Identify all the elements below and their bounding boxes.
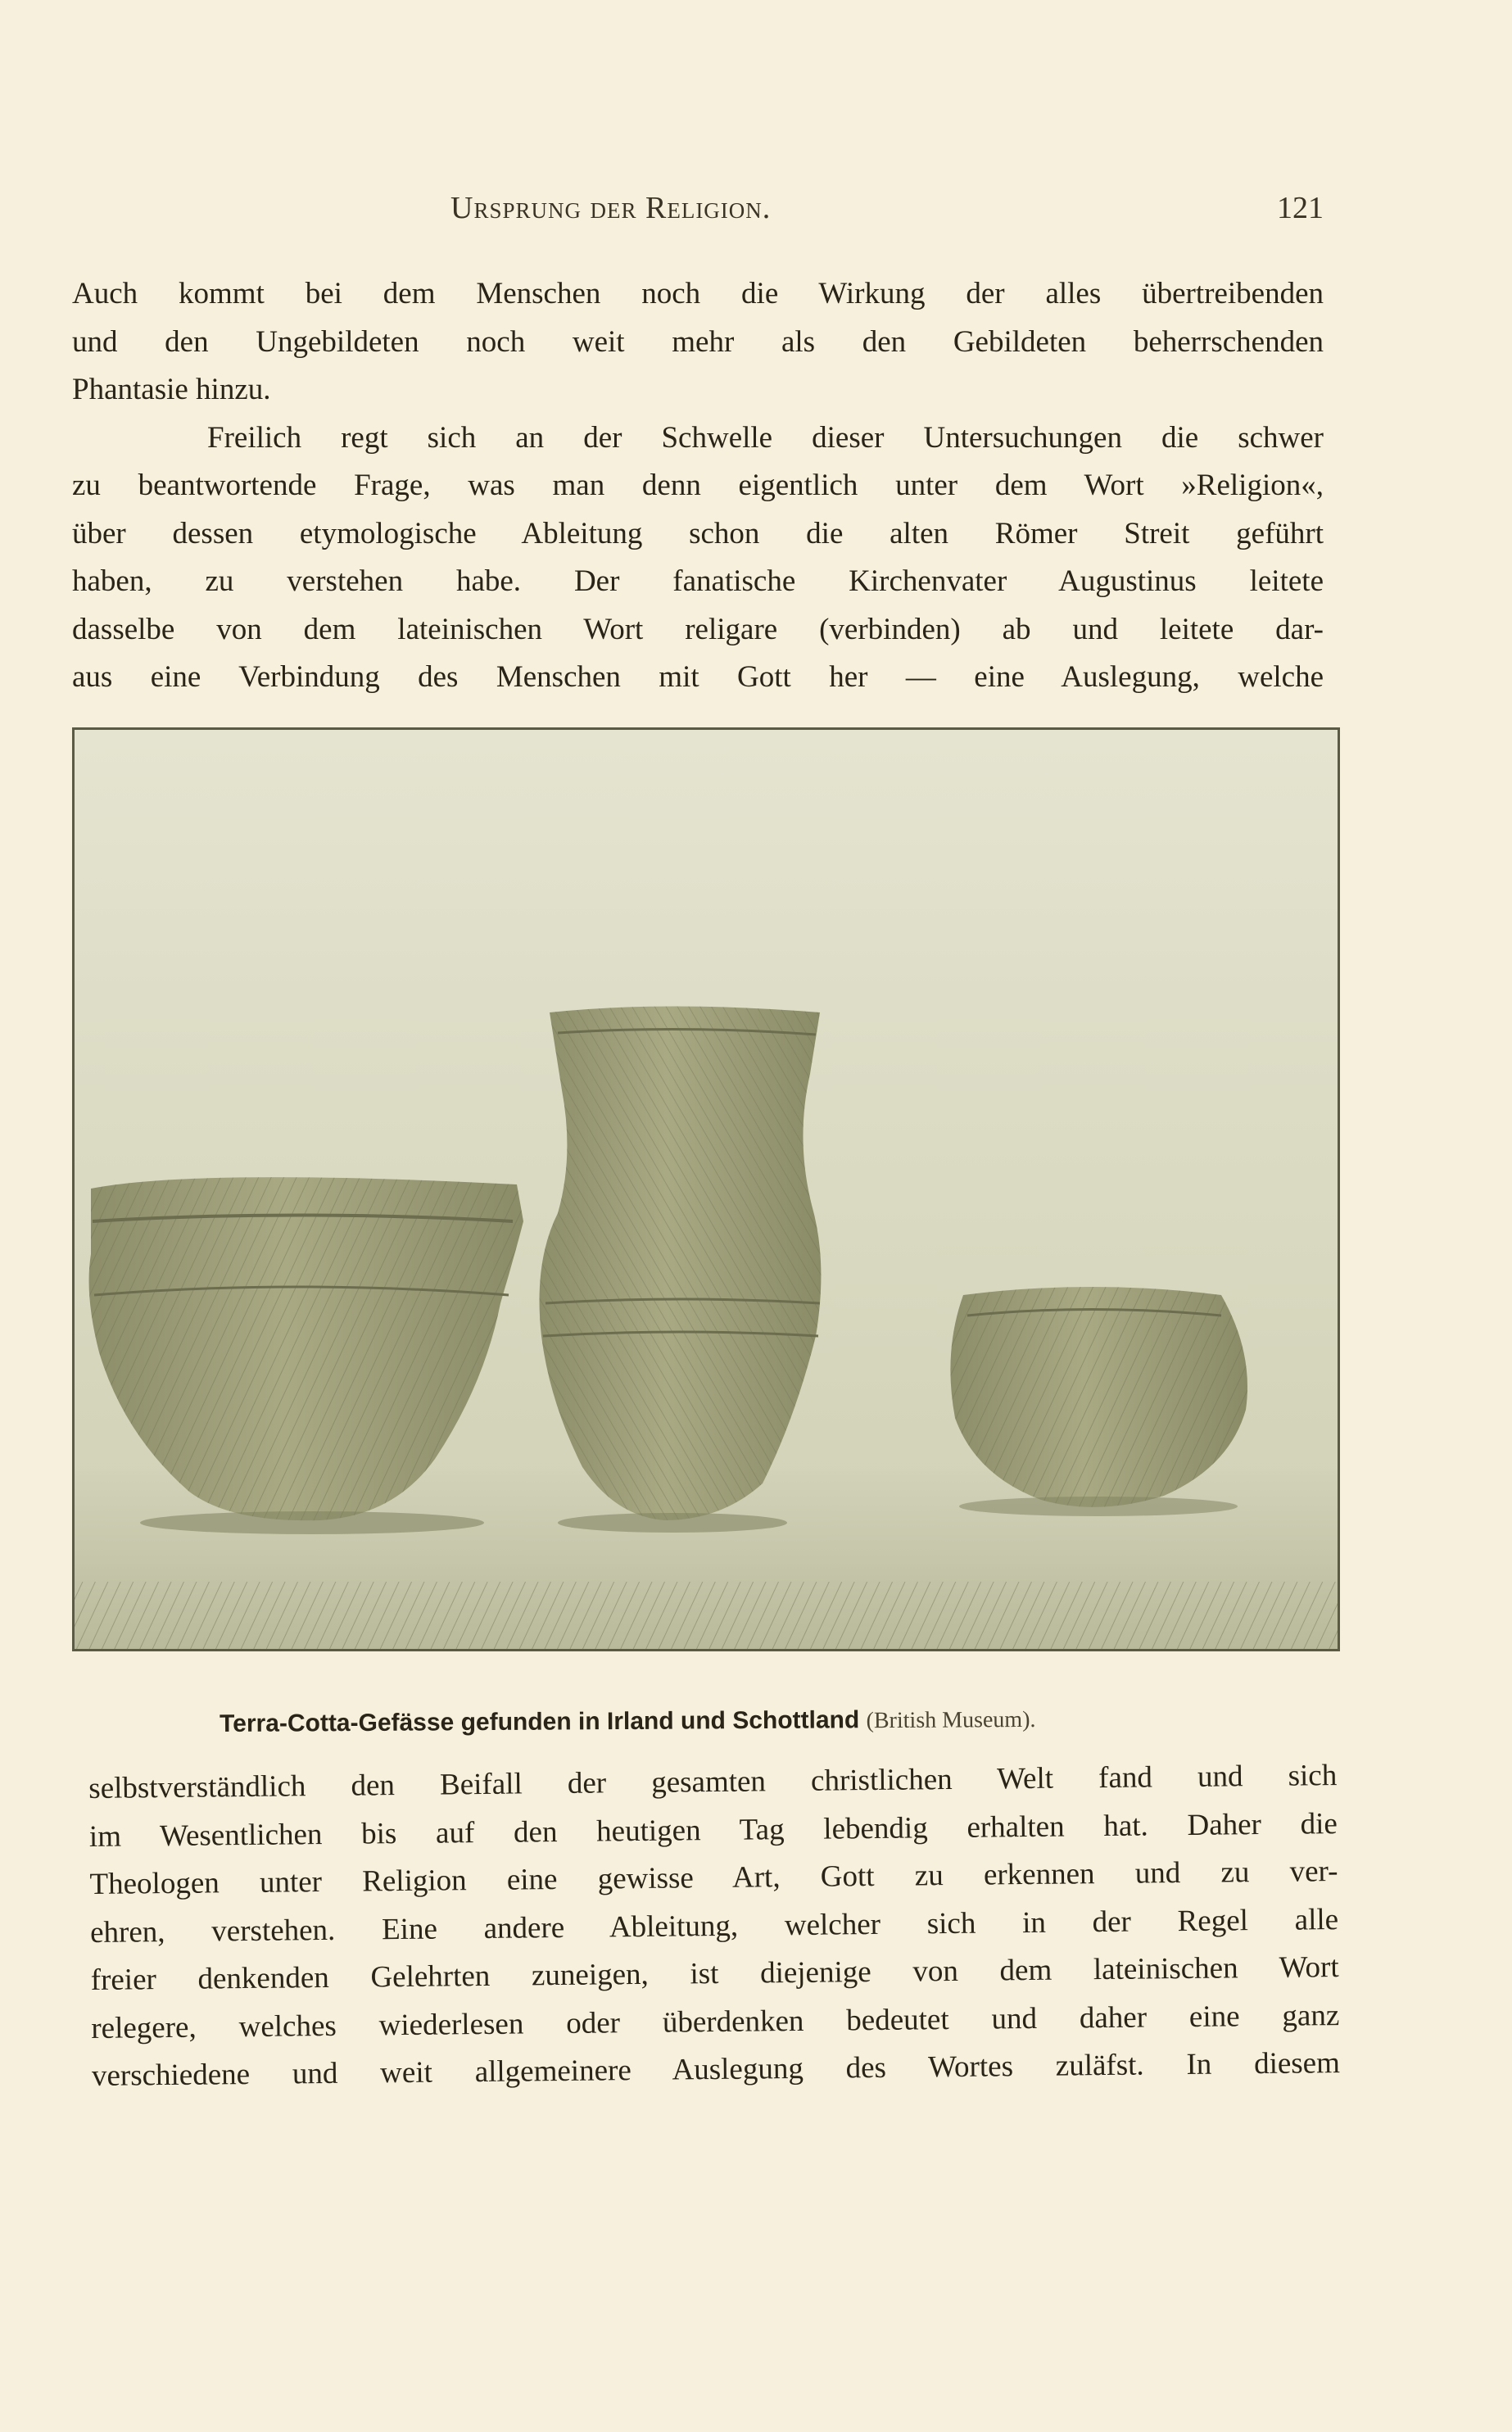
middle-pottery-beaker (540, 1007, 822, 1521)
figure-plate (72, 727, 1340, 1651)
paragraph-bottom (88, 1752, 1340, 2100)
caption-credit: (British Museum). (866, 1706, 1036, 1734)
text-line: relegere, welches wiederlesen oder überdenken bedeutet und daher eine ganz (91, 1998, 1340, 2045)
left-pottery-bowl (89, 1177, 523, 1520)
paragraph-top (72, 270, 1324, 702)
text-line: Freilich regt sich an der Schwelle dieser Untersuchungen die schwer (207, 420, 1324, 455)
page-number: 121 (1277, 191, 1324, 225)
pot-shadow (959, 1497, 1238, 1516)
text-line: über dessen etymologische Ableitung schon die alten Römer Streit geführt (72, 516, 1324, 550)
text-line: freier denkenden Gelehrten zuneigen, ist diejenige von dem lateinischen Wort (90, 1950, 1339, 1997)
text-line: verschiedene und weit allgemeinere Auslegung des Wortes zuläfst. In diesem (91, 2046, 1341, 2093)
text-line: zu beantwortende Frage, was man denn eigentlich unter dem Wort »Religion«, (72, 469, 1324, 502)
text-line: dasselbe von dem lateinischen Wort religare (verbinden) ab und leitete dar- (72, 612, 1324, 646)
text-line: und den Ungebildeten noch weit mehr als den Gebildeten beherrschenden (72, 324, 1324, 359)
text-line: im Wesentlichen bis auf den heutigen Tag lebendig erhalten hat. Daher die (88, 1806, 1338, 1854)
shelf-hatching (75, 1582, 1338, 1649)
text-line: Auch kommt bei dem Menschen noch die Wirkung der alles übertreibenden (72, 277, 1324, 310)
figure-caption (220, 1704, 1309, 1738)
pot-shadow (558, 1513, 787, 1533)
text-line: aus eine Verbindung des Menschen mit Gott her — eine Auslegung, welche (72, 660, 1324, 694)
running-title: Ursprung der Religion. (450, 191, 772, 225)
caption-main: Terra-Cotta-Gefässe gefunden in Irland und Schottland (220, 1706, 860, 1737)
text-line: ehren, verstehen. Eine andere Ableitung, welcher sich in der Regel alle (89, 1902, 1339, 1950)
pot-shadow (140, 1511, 484, 1534)
text-line: haben, zu verstehen habe. Der fanatische Kirchenvater Augustinus leitete (72, 564, 1324, 598)
page-header (72, 190, 1324, 231)
pottery-photograph (75, 730, 1338, 1649)
text-line: Theologen unter Religion eine gewisse Art, Gott zu erkennen und zu ver- (89, 1855, 1338, 1901)
text-line: Phantasie hinzu. (72, 373, 271, 406)
text-line: selbstverständlich den Beifall der gesamten christlichen Welt fand und sich (88, 1759, 1338, 1805)
